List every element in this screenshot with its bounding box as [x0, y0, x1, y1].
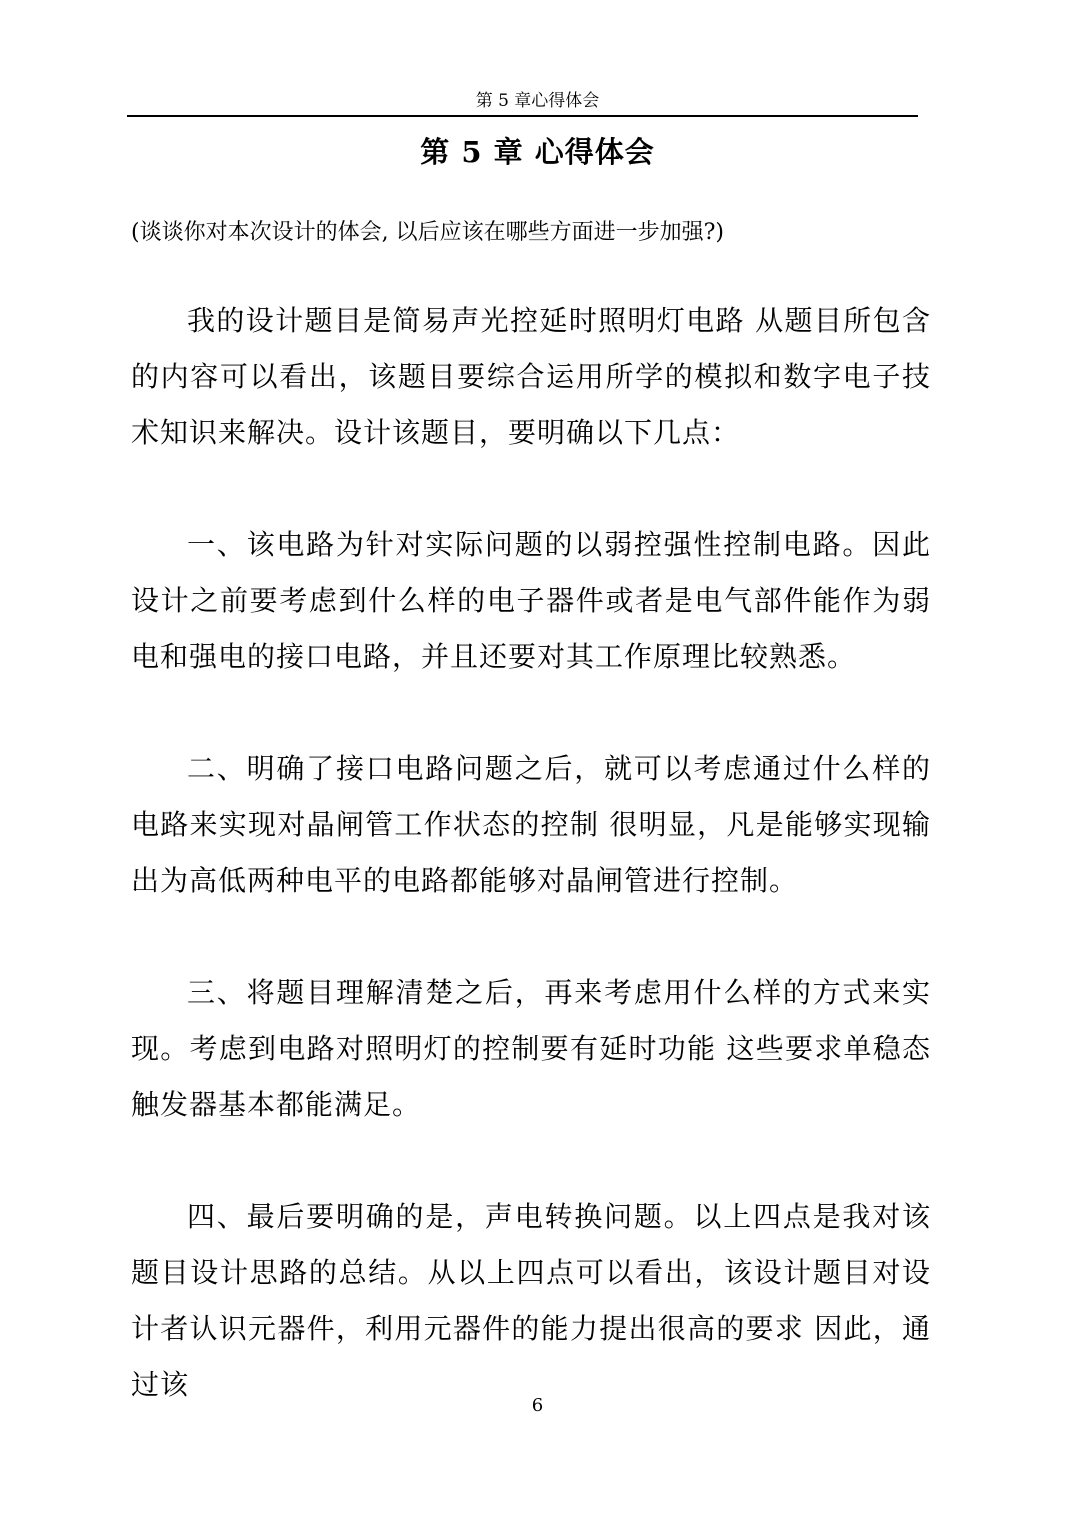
running-header: 第 5 章心得体会	[475, 91, 600, 111]
paragraph-point-4: 四、最后要明确的是，声电转换问题。以上四点是我对该题目设计思路的总结。从以上四点可以看出，该设计题目对设计者认识元器件，利用元器件的能力提出很高的要求 因此，通过该	[131, 1200, 931, 1401]
body-text	[131, 293, 931, 1469]
chapter-prompt: (谈谈你对本次设计的体会, 以后应该在哪些方面进一步加强?)	[131, 220, 724, 245]
paragraph-intro: 我的设计题目是简易声光控延时照明灯电路 从题目所包含的内容可以看出，该题目要综合运用所学的模拟和数字电子技术知识来解决。设计该题目，要明确以下几点：	[131, 304, 931, 449]
paragraph-point-2: 二、明确了接口电路问题之后，就可以考虑通过什么样的电路来实现对晶闸管工作状态的控制 很明显，凡是能够实现输出为高低两种电平的电路都能够对晶闸管进行控制。	[131, 752, 931, 897]
paragraph-point-1: 一、该电路为针对实际问题的以弱控强性控制电路。因此设计之前要考虑到什么样的电子器件或者是电气部件能作为弱电和强电的接口电路，并且还要对其工作原理比较熟悉。	[131, 528, 931, 673]
page-number: 6	[531, 1395, 544, 1416]
header-rule	[127, 115, 918, 117]
paragraph-point-3: 三、将题目理解清楚之后，再来考虑用什么样的方式来实现。考虑到电路对照明灯的控制要有延时功能 这些要求单稳态触发器基本都能满足。	[131, 976, 931, 1121]
chapter-title: 第 5 章 心得体会	[420, 135, 655, 169]
